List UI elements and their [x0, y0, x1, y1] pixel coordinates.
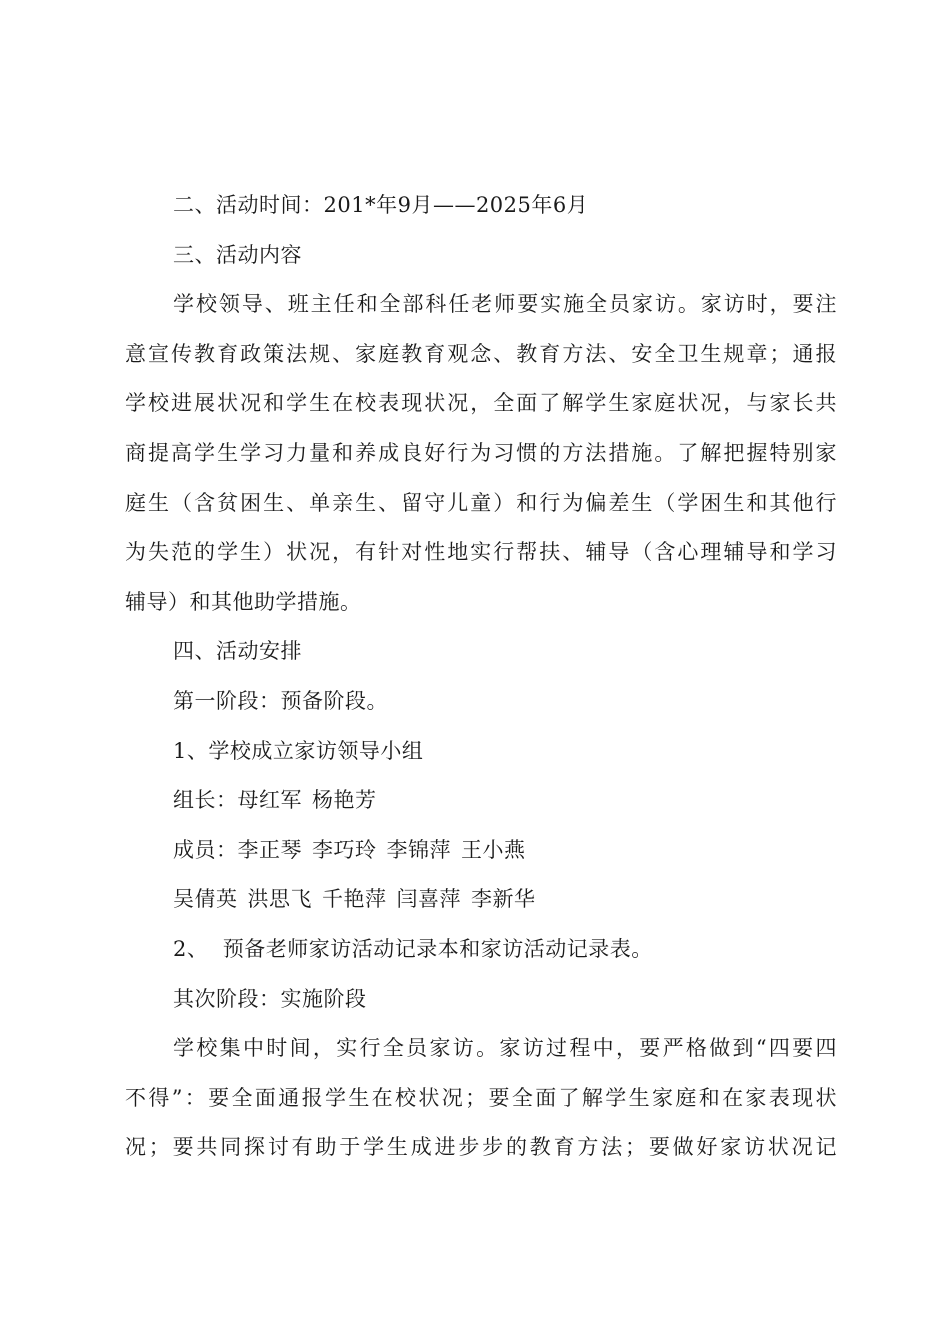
paragraph-content [125, 280, 837, 627]
document-body [125, 181, 837, 1173]
paragraph-line: 学校进展状况和学生在校表现状况，全面了解学生家庭状况，与家长共 [125, 391, 837, 416]
member-name: 王小燕 [461, 837, 526, 862]
paragraph-implement [125, 1024, 837, 1173]
section-heading-content: 三、活动内容 [173, 242, 302, 267]
paragraph-line: 学校领导、班主任和全部科任老师要实施全员家访。家访时，要注 [173, 292, 837, 317]
members-row [125, 875, 837, 925]
paragraph-line: 不得”：要全面通报学生在校状况；要全面了解学生家庭和在家表现状 [125, 1085, 837, 1110]
stage-two-heading: 其次阶段：实施阶段 [173, 986, 367, 1011]
item-two: 2、 预备老师家访活动记录本和家访活动记录表。 [173, 936, 653, 961]
leader-name: 母红军 [237, 788, 302, 813]
member-name: 吴倩英 [173, 887, 238, 912]
section-heading-time: 二、活动时间：201*年9月——2025年6月 [173, 193, 589, 217]
member-name: 李巧玲 [312, 837, 377, 862]
member-name: 李锦萍 [386, 837, 451, 862]
leaders-label: 组长： [173, 788, 238, 813]
paragraph-line: 庭生（含贫困生、单亲生、留守儿童）和行为偏差生（学困生和其他行 [125, 490, 837, 515]
section-heading-arrange: 四、活动安排 [173, 639, 302, 664]
member-name: 千艳萍 [322, 887, 387, 912]
stage-one-heading: 第一阶段：预备阶段。 [173, 688, 388, 713]
paragraph-line: 学校集中时间，实行全员家访。家访过程中，要严格做到“四要四 [173, 1036, 837, 1061]
paragraph-line: 况；要共同探讨有助于学生成进步步的教育方法；要做好家访状况记 [125, 1135, 837, 1160]
members-row [125, 826, 837, 876]
paragraph-line: 辅导）和其他助学措施。 [125, 589, 362, 614]
item-one: 1、学校成立家访领导小组 [173, 738, 424, 763]
paragraph-line: 商提高学生学习力量和养成良好行为习惯的方法措施。了解把握特别家 [125, 440, 837, 465]
member-name: 洪思飞 [247, 887, 312, 912]
leader-name: 杨艳芳 [312, 788, 377, 813]
member-name: 李新华 [471, 887, 536, 912]
members-label: 成员： [173, 837, 238, 862]
paragraph-line: 意宣传教育政策法规、家庭教育观念、教育方法、安全卫生规章；通报 [125, 341, 837, 366]
member-name: 李正琴 [237, 837, 302, 862]
paragraph-line: 为失范的学生）状况，有针对性地实行帮扶、辅导（含心理辅导和学习 [125, 540, 837, 565]
member-name: 闫喜萍 [396, 887, 461, 912]
leaders-row [125, 776, 837, 826]
